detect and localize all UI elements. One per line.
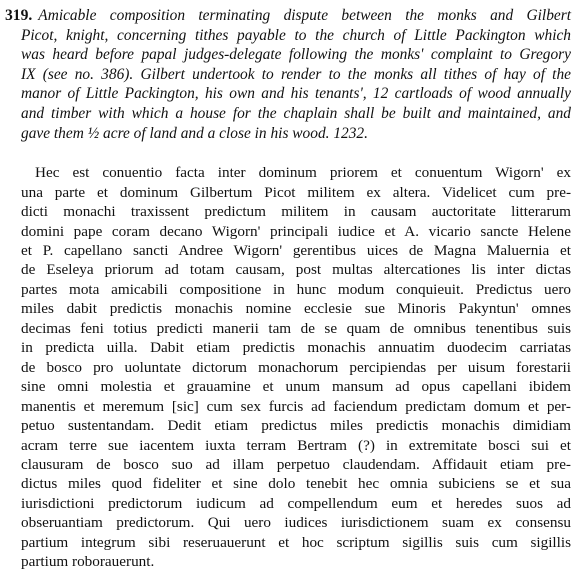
charter-line: petuo sustentandam. Dedit etiam predictus miles predictis monachis dimidiam <box>21 417 571 435</box>
charter-text <box>5 163 571 572</box>
charter-line: de Eseleya priorum ad totam causam, post multas altercationes lis inter dictas <box>21 261 571 279</box>
charter-line: in predicta uilla. Dabit etiam predictis monachis annuatim duodecim carriatas <box>21 339 571 357</box>
charter-line: una parte et dominum Gilbertum Picot militem ex altera. Videlicet cum pre- <box>21 183 571 201</box>
charter-line: decimas feni totius predicti manerii tam de se quam de omnibus tenentibus suis <box>21 319 571 337</box>
charter-line: dictus miles quod fideliter et sine dolo tenebit hec omnia subiciens se et sua <box>21 475 571 493</box>
charter-line: sine omni molestia et grauamine et unum mansum ad opus capellani ibidem <box>21 378 571 396</box>
summary-line-2: Picot, knight, concerning tithes payable to the church of Little Packington which <box>21 26 571 44</box>
charter-line: de bosco pro uoluntate dictorum monachorum percipiendas per uisum forestarii <box>21 358 571 376</box>
charter-line: clausuram de bosco suo ad illam perpetuo claudendam. Affidauit etiam pre- <box>21 455 571 473</box>
charter-line-last: partium roborauerunt. <box>21 553 155 571</box>
charter-line: dicti monachi traxissent predictum militem in causam auctoritate litterarum <box>21 203 571 221</box>
summary-line-7: gave them ½ acre of land and a close in his wood. 1232. <box>21 124 368 142</box>
charter-line: manentis et meremum [sic] cum sex furcis ad faciendum predictam domum et per- <box>21 397 571 415</box>
charter-line: Hec est conuentio facta inter dominum priorem et conuentum Wigorn' ex <box>35 164 571 182</box>
summary-line-3: was heard before papal judges-delegate following the monks' complaint to Gregory <box>21 46 571 64</box>
entry-number: 319. <box>5 7 33 24</box>
summary-line-6: and timber with which a house for the chaplain shall be built and maintained, and <box>21 104 571 122</box>
summary-body <box>5 26 571 144</box>
charter-line: et P. capellano sancti Andree Wigorn' gerentibus uices de Magna Maluernia et <box>21 241 571 259</box>
charter-line: partium integrum sibi reseruauerunt et hoc scriptum sigillis suis cum sigillis <box>21 533 571 551</box>
summary-line-4: IX (see no. 386). Gilbert undertook to render to the monks all tithes of hay of the <box>21 65 571 83</box>
charter-line: obseruantiam predictorum. Qui uero iudices iurisdictionem suam ex consensu <box>21 514 571 532</box>
document-page <box>5 6 571 572</box>
summary-line-5: manor of Little Packington, his own and his tenants', 12 cartloads of wood annually <box>21 85 571 103</box>
charter-line: miles dabit predictis monachis nomine ecclesie sue Minoris Pakyntun' omnes <box>21 300 571 318</box>
charter-line: domini pape coram decano Wigorn' principali iudice et A. vicario sancte Helene <box>21 222 571 240</box>
entry-heading <box>5 6 571 143</box>
summary-line-1: 319. Amicable composition terminating dispute between the monks and Gilbert <box>5 7 571 24</box>
charter-line: acram terre sue iacentem iuxta terram Bertram (?) in extremitate bosci sui et <box>21 436 571 454</box>
charter-line: iurisdictioni predictorum iudicum ad compellendum eum et heredes suos ad <box>21 494 571 512</box>
charter-line: partes mota amicabili compositione in hunc modum conquieuit. Predictus uero <box>21 280 571 298</box>
